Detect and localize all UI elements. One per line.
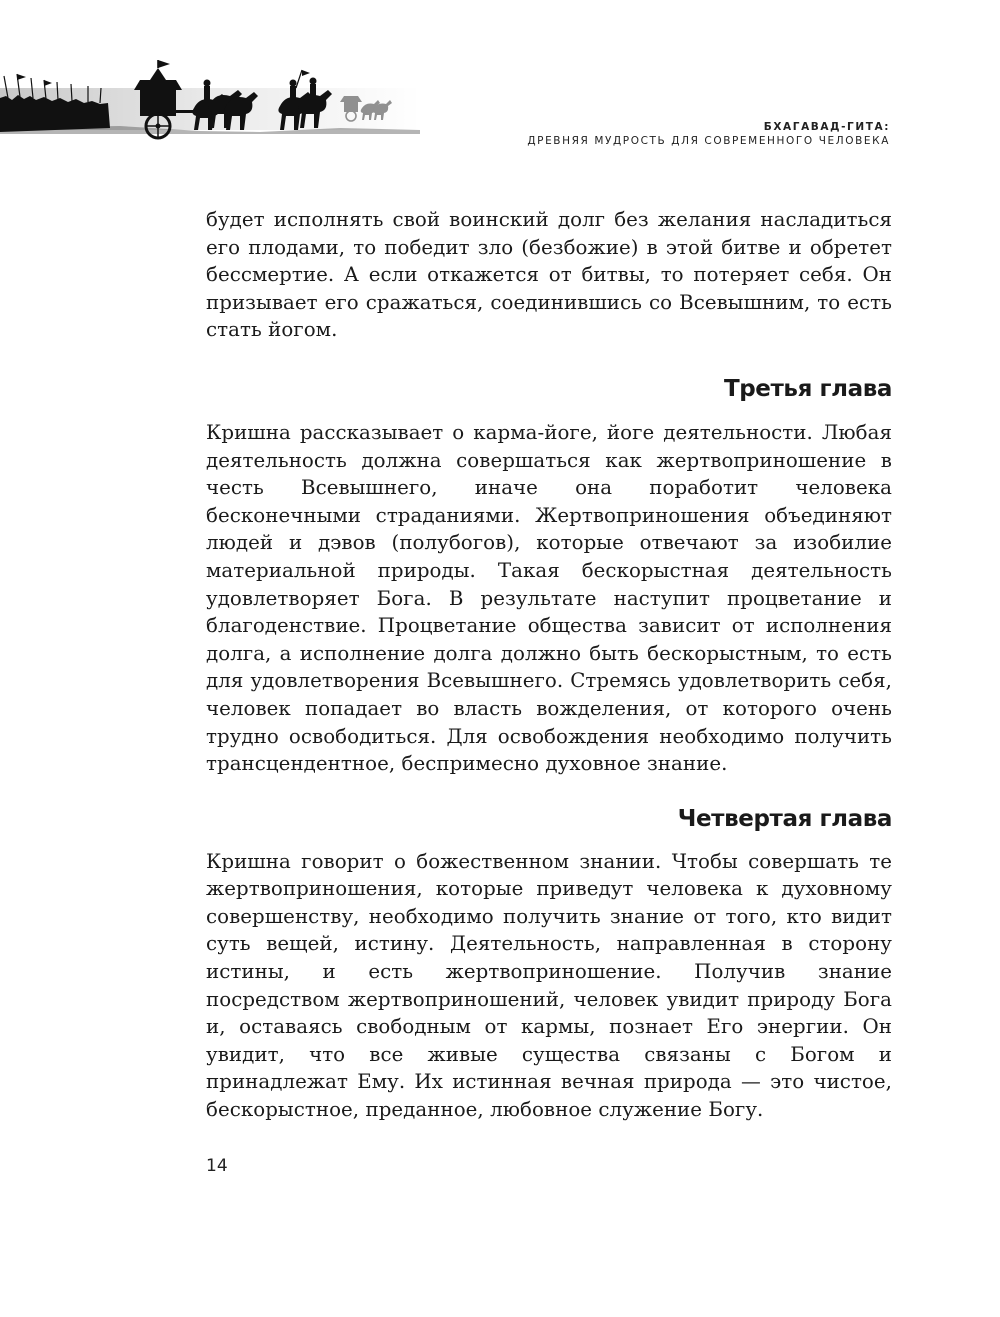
book-title: БХАГАВАД-ГИТА: (763, 121, 890, 133)
running-head (527, 120, 890, 148)
intro-paragraph: будет исполнять свой воинский долг без желания насладиться его плодами, то победит зло (безбожие) в этой битве и обретет бессмертие. А если откажется от битвы, то потеряет себя. Он призывает его сражаться, соединившись со Всевышним, то есть стать йогом. (206, 208, 892, 342)
chapter-3-paragraph: Кришна рассказывает о карма-йоге, йоге деятельности. Любая деятельность должна совершаться как жертвоприношение в честь Всевышнего, иначе она поработит человека бесконечными страданиями. Жертвоприношения объединяют людей и дэвов (полубогов), которые отвечают за изобилие материальной природы. Такая бескорыстная деятельность удовлетворяет Бога. В результате наступит процветание и благоденствие. Процветание общества зависит от исполнения долга, а исполнение долга должно быть бескорыстным, то есть для удовлетворения Всевышнего. Стремясь удовлетворить себя, человек попадает во власть вожделения, от которого очень трудно освободиться. Для освобождения необходимо получить трансцендентное, беспримесно духовное знание. (206, 420, 892, 776)
page-content (206, 206, 892, 1124)
chapter-3-heading: Третья глава (723, 375, 892, 402)
page-number: 14 (206, 1156, 228, 1176)
chapter-4-paragraph: Кришна говорит о божественном знании. Чтобы совершать те жертвоприношения, которые приведут человека к духовному совершенству, необходимо получить знание от того, кто видит суть вещей, истину. Деятельность, направленная в сторону истины, и есть жертвоприношение. Получив знание посредством жертвоприношений, человек увидит природу Бога и, оставаясь свободным от кармы, познает Его энергии. Он увидит, что все живые существа связаны с Богом и принадлежат Ему. Их истинная вечная природа — это чистое, бескорыстное, преданное, любовное служение Богу. (206, 849, 892, 1122)
chapter-4-heading: Четвертая глава (677, 805, 892, 832)
book-subtitle: ДРЕВНЯЯ МУДРОСТЬ ДЛЯ СОВРЕМЕННОГО ЧЕЛОВЕКА (527, 135, 890, 147)
chariot-army-illustration (0, 58, 420, 150)
